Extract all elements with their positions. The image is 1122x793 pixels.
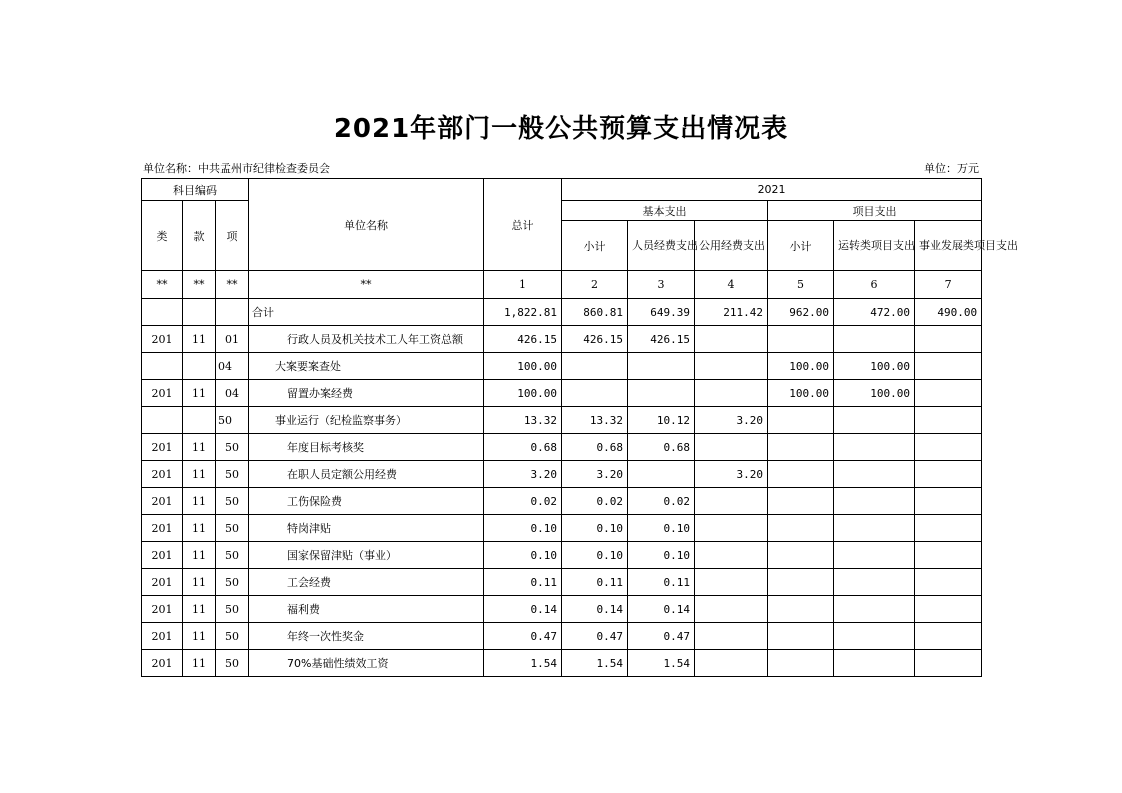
class-code-cell: 201 <box>142 326 183 353</box>
public-cell <box>695 569 768 596</box>
personnel-cell <box>628 353 695 380</box>
project-subtotal-cell <box>768 650 834 677</box>
personnel-cell: 0.02 <box>628 488 695 515</box>
development-cell <box>915 326 982 353</box>
development-cell <box>915 569 982 596</box>
total-cell: 0.10 <box>484 515 562 542</box>
public-cell <box>695 326 768 353</box>
class-code-cell: 201 <box>142 569 183 596</box>
basic-subtotal-cell: 0.10 <box>562 542 628 569</box>
class-code-cell: 201 <box>142 542 183 569</box>
table-row <box>142 569 982 596</box>
header-basic-subtotal: 小计 <box>562 221 628 271</box>
class-code-cell: 201 <box>142 461 183 488</box>
personnel-cell: 0.10 <box>628 515 695 542</box>
table-row <box>142 488 982 515</box>
project-subtotal-cell: 100.00 <box>768 353 834 380</box>
total-cell: 0.10 <box>484 542 562 569</box>
personnel-cell <box>628 380 695 407</box>
item-code-cell: 50 <box>216 569 249 596</box>
item-code-cell: 50 <box>216 623 249 650</box>
public-cell <box>695 623 768 650</box>
header-section: 款 <box>183 201 216 271</box>
unit-name-cell: 特岗津贴 <box>249 515 484 542</box>
table-row <box>142 380 982 407</box>
section-code-cell: 11 <box>183 515 216 542</box>
unit-name-cell: 国家保留津贴（事业） <box>249 542 484 569</box>
header-public-expenditure: 公用经费支出 <box>695 221 768 271</box>
basic-subtotal-cell: 1.54 <box>562 650 628 677</box>
operation-cell <box>834 623 915 650</box>
item-code-cell: 50 <box>216 650 249 677</box>
development-cell <box>915 650 982 677</box>
table-row <box>142 542 982 569</box>
index-cell: 7 <box>915 271 982 299</box>
item-code-cell: 50 <box>216 434 249 461</box>
public-cell <box>695 353 768 380</box>
development-cell <box>915 596 982 623</box>
table-row <box>142 353 982 380</box>
basic-subtotal-cell <box>562 380 628 407</box>
table-row <box>142 515 982 542</box>
basic-subtotal-cell: 0.11 <box>562 569 628 596</box>
section-code-cell <box>183 299 216 326</box>
basic-subtotal-cell: 0.10 <box>562 515 628 542</box>
personnel-cell: 1.54 <box>628 650 695 677</box>
index-cell: ** <box>216 271 249 299</box>
index-cell: 5 <box>768 271 834 299</box>
public-cell <box>695 380 768 407</box>
personnel-cell: 0.11 <box>628 569 695 596</box>
header-class: 类 <box>142 201 183 271</box>
header-development-project: 事业发展类项目支出 <box>915 221 982 271</box>
class-code-cell: 201 <box>142 380 183 407</box>
unit-name-cell: 留置办案经费 <box>249 380 484 407</box>
item-code-cell: 04 <box>216 353 249 380</box>
development-cell <box>915 434 982 461</box>
project-subtotal-cell <box>768 569 834 596</box>
public-cell <box>695 515 768 542</box>
class-code-cell: 201 <box>142 434 183 461</box>
basic-subtotal-cell: 426.15 <box>562 326 628 353</box>
item-code-cell: 04 <box>216 380 249 407</box>
development-cell <box>915 461 982 488</box>
table-row <box>142 299 982 326</box>
item-code-cell: 50 <box>216 542 249 569</box>
class-code-cell: 201 <box>142 623 183 650</box>
public-cell <box>695 434 768 461</box>
unit-name-cell: 事业运行（纪检监察事务） <box>249 407 484 434</box>
item-code-cell: 50 <box>216 515 249 542</box>
development-cell <box>915 623 982 650</box>
project-subtotal-cell <box>768 326 834 353</box>
operation-cell <box>834 488 915 515</box>
operation-cell <box>834 650 915 677</box>
unit-name-cell: 70%基础性绩效工资 <box>249 650 484 677</box>
class-code-cell: 201 <box>142 515 183 542</box>
development-cell: 490.00 <box>915 299 982 326</box>
operation-cell <box>834 461 915 488</box>
index-cell: 1 <box>484 271 562 299</box>
total-cell: 0.02 <box>484 488 562 515</box>
header-unit-name: 单位名称 <box>249 179 484 271</box>
personnel-cell: 649.39 <box>628 299 695 326</box>
development-cell <box>915 542 982 569</box>
section-code-cell: 11 <box>183 488 216 515</box>
table-header <box>142 179 1019 299</box>
basic-subtotal-cell: 0.68 <box>562 434 628 461</box>
operation-cell: 100.00 <box>834 353 915 380</box>
project-subtotal-cell: 962.00 <box>768 299 834 326</box>
item-code-cell: 50 <box>216 407 249 434</box>
index-cell: ** <box>183 271 216 299</box>
table-row <box>142 596 982 623</box>
class-code-cell: 201 <box>142 650 183 677</box>
section-code-cell: 11 <box>183 596 216 623</box>
table-row <box>142 326 982 353</box>
unit-name-cell: 合计 <box>249 299 484 326</box>
class-code-cell: 201 <box>142 596 183 623</box>
total-cell: 3.20 <box>484 461 562 488</box>
basic-subtotal-cell: 0.14 <box>562 596 628 623</box>
total-cell: 0.47 <box>484 623 562 650</box>
header-personnel-expenditure: 人员经费支出 <box>628 221 695 271</box>
total-cell: 0.68 <box>484 434 562 461</box>
page-title: 2021年部门一般公共预算支出情况表 <box>333 114 789 144</box>
basic-subtotal-cell: 3.20 <box>562 461 628 488</box>
section-code-cell <box>183 353 216 380</box>
item-code-cell: 50 <box>216 461 249 488</box>
section-code-cell <box>183 407 216 434</box>
class-code-cell <box>142 299 183 326</box>
project-subtotal-cell: 100.00 <box>768 380 834 407</box>
header-year: 2021 <box>562 179 982 201</box>
project-subtotal-cell <box>768 461 834 488</box>
development-cell <box>915 488 982 515</box>
total-cell: 100.00 <box>484 380 562 407</box>
table-row <box>142 650 982 677</box>
class-code-cell <box>142 407 183 434</box>
development-cell <box>915 407 982 434</box>
unit-name-cell: 工会经费 <box>249 569 484 596</box>
personnel-cell <box>628 461 695 488</box>
project-subtotal-cell <box>768 542 834 569</box>
total-cell: 100.00 <box>484 353 562 380</box>
section-code-cell: 11 <box>183 434 216 461</box>
public-cell: 3.20 <box>695 461 768 488</box>
index-cell: 6 <box>834 271 915 299</box>
total-cell: 426.15 <box>484 326 562 353</box>
public-cell <box>695 488 768 515</box>
unit-name-cell: 行政人员及机关技术工人年工资总额 <box>249 326 484 353</box>
basic-subtotal-cell: 860.81 <box>562 299 628 326</box>
section-code-cell: 11 <box>183 542 216 569</box>
operation-cell <box>834 542 915 569</box>
project-subtotal-cell <box>768 515 834 542</box>
project-subtotal-cell <box>768 488 834 515</box>
header-basic-expenditure: 基本支出 <box>562 201 768 221</box>
personnel-cell: 426.15 <box>628 326 695 353</box>
item-code-cell <box>216 299 249 326</box>
project-subtotal-cell <box>768 596 834 623</box>
total-cell: 0.14 <box>484 596 562 623</box>
public-cell <box>695 596 768 623</box>
unit-name-cell: 大案要案查处 <box>249 353 484 380</box>
basic-subtotal-cell: 0.47 <box>562 623 628 650</box>
currency-unit-label: 单位：万元 <box>924 162 979 175</box>
development-cell <box>915 353 982 380</box>
class-code-cell <box>142 353 183 380</box>
section-code-cell: 11 <box>183 461 216 488</box>
unit-name-cell: 年度目标考核奖 <box>249 434 484 461</box>
class-code-cell: 201 <box>142 488 183 515</box>
table-row <box>142 434 982 461</box>
table-row <box>142 461 982 488</box>
index-cell: ** <box>249 271 484 299</box>
public-cell: 211.42 <box>695 299 768 326</box>
index-cell: ** <box>142 271 183 299</box>
operation-cell <box>834 515 915 542</box>
column-index-row <box>142 271 982 299</box>
budget-table <box>141 178 1019 677</box>
public-cell: 3.20 <box>695 407 768 434</box>
unit-name-label: 单位名称：中共孟州市纪律检查委员会 <box>143 162 330 175</box>
public-cell <box>695 542 768 569</box>
basic-subtotal-cell: 13.32 <box>562 407 628 434</box>
operation-cell <box>834 434 915 461</box>
header-operation-project: 运转类项目支出 <box>834 221 915 271</box>
item-code-cell: 50 <box>216 596 249 623</box>
project-subtotal-cell <box>768 434 834 461</box>
operation-cell <box>834 407 915 434</box>
index-cell: 2 <box>562 271 628 299</box>
personnel-cell: 0.68 <box>628 434 695 461</box>
index-cell: 3 <box>628 271 695 299</box>
section-code-cell: 11 <box>183 650 216 677</box>
section-code-cell: 11 <box>183 623 216 650</box>
section-code-cell: 11 <box>183 380 216 407</box>
header-project-expenditure: 项目支出 <box>768 201 982 221</box>
header-subject-code: 科目编码 <box>142 179 249 201</box>
table-body <box>142 299 982 677</box>
operation-cell <box>834 326 915 353</box>
development-cell <box>915 515 982 542</box>
index-cell: 4 <box>695 271 768 299</box>
development-cell <box>915 380 982 407</box>
total-cell: 1,822.81 <box>484 299 562 326</box>
operation-cell: 472.00 <box>834 299 915 326</box>
section-code-cell: 11 <box>183 326 216 353</box>
unit-name-cell: 福利费 <box>249 596 484 623</box>
table-row <box>142 623 982 650</box>
unit-name-cell: 在职人员定额公用经费 <box>249 461 484 488</box>
section-code-cell: 11 <box>183 569 216 596</box>
personnel-cell: 0.10 <box>628 542 695 569</box>
item-code-cell: 01 <box>216 326 249 353</box>
total-cell: 0.11 <box>484 569 562 596</box>
personnel-cell: 10.12 <box>628 407 695 434</box>
basic-subtotal-cell <box>562 353 628 380</box>
operation-cell <box>834 596 915 623</box>
public-cell <box>695 650 768 677</box>
header-item: 项 <box>216 201 249 271</box>
unit-name-cell: 工伤保险费 <box>249 488 484 515</box>
total-cell: 1.54 <box>484 650 562 677</box>
item-code-cell: 50 <box>216 488 249 515</box>
header-project-subtotal: 小计 <box>768 221 834 271</box>
unit-name-cell: 年终一次性奖金 <box>249 623 484 650</box>
operation-cell <box>834 569 915 596</box>
project-subtotal-cell <box>768 623 834 650</box>
operation-cell: 100.00 <box>834 380 915 407</box>
project-subtotal-cell <box>768 407 834 434</box>
table-row <box>142 407 982 434</box>
header-total: 总计 <box>484 179 562 271</box>
basic-subtotal-cell: 0.02 <box>562 488 628 515</box>
personnel-cell: 0.14 <box>628 596 695 623</box>
personnel-cell: 0.47 <box>628 623 695 650</box>
total-cell: 13.32 <box>484 407 562 434</box>
